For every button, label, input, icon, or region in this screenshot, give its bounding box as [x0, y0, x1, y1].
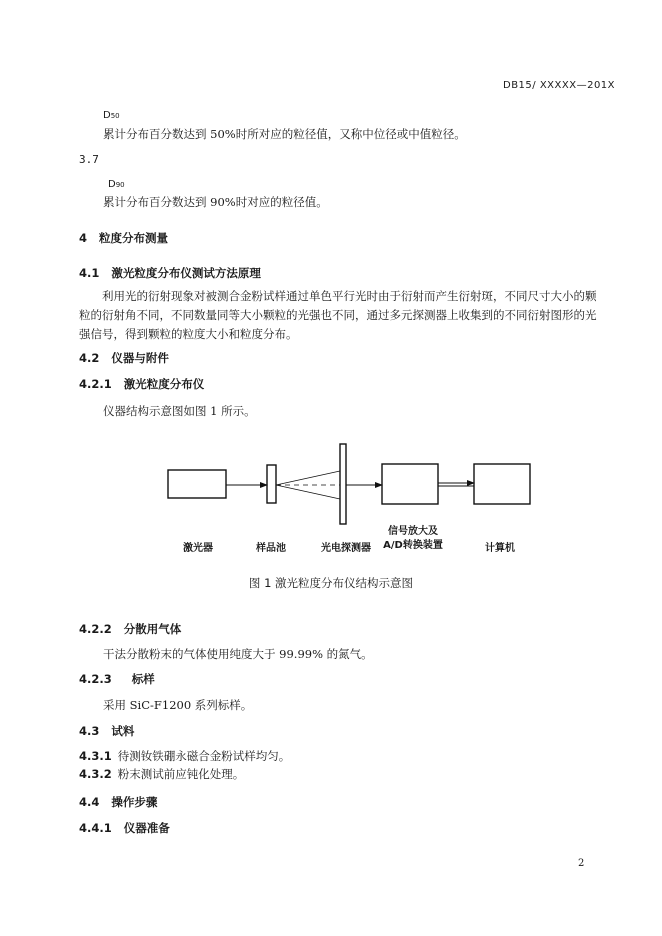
detector-plate [340, 444, 346, 524]
diffraction-ray-top [276, 471, 340, 485]
section-4-3-number: 4.3 [79, 724, 100, 738]
section-4-2-3-heading [79, 671, 155, 687]
label-detector: 光电探测器 [321, 543, 371, 554]
section-4-3-2-text: 粉末测试前应钝化处理。 [117, 767, 245, 781]
d90-symbol [108, 179, 125, 190]
label-computer: 计算机 [485, 543, 515, 554]
section-4-2-heading [79, 350, 169, 366]
section-4-1-heading [79, 265, 261, 281]
computer-box [474, 464, 530, 504]
d50-letter: D [103, 110, 111, 121]
d50-definition: 累计分布百分数达到 50%时所对应的粒径值，又称中位径或中值粒径。 [103, 127, 466, 141]
laser-box [168, 470, 226, 498]
figure-1-caption: 图 1 激光粒度分布仪结构示意图 [248, 576, 414, 590]
section-4-3-1-text: 待测钕铁硼永磁合金粉试样均匀。 [117, 749, 291, 763]
section-4-2-3-title: 标样 [131, 672, 155, 686]
section-4-2-1-heading [79, 376, 204, 392]
section-4-2-1-paragraph: 仪器结构示意图如图 1 所示。 [103, 404, 256, 418]
section-4-1-number: 4.1 [79, 266, 100, 280]
section-4-2-2-paragraph: 干法分散粉末的气体使用纯度大于 99.99% 的氮气。 [103, 647, 373, 661]
section-4-3-title: 试料 [111, 724, 135, 738]
section-4-2-2-title: 分散用气体 [123, 622, 182, 636]
section-4-2-2-heading [79, 621, 181, 637]
section-4-2-3-paragraph: 采用 SiC-F1200 系列标样。 [103, 698, 253, 712]
d50-symbol [103, 110, 120, 121]
label-laser: 激光器 [183, 543, 213, 554]
d90-subscript: 90 [115, 181, 125, 189]
diffraction-ray-bottom [276, 485, 340, 499]
section-4-4-1-title: 仪器准备 [123, 821, 170, 835]
label-sample-cell: 样品池 [256, 543, 286, 554]
section-4-4-1-number: 4.4.1 [79, 821, 112, 835]
section-4-3-1 [79, 748, 290, 764]
section-4-2-number: 4.2 [79, 351, 100, 365]
d90-definition: 累计分布百分数达到 90%时对应的粒径值。 [103, 195, 328, 209]
section-4-2-title: 仪器与附件 [111, 351, 169, 365]
section-4-heading [79, 230, 168, 246]
page-number: 2 [578, 858, 585, 869]
section-3-7-number: 3.7 [79, 153, 99, 166]
section-4-4-number: 4.4 [79, 795, 100, 809]
d90-letter: D [108, 179, 116, 190]
section-4-number: 4 [79, 231, 88, 245]
section-4-title: 粒度分布测量 [99, 231, 169, 245]
amplifier-box [382, 464, 438, 504]
section-4-1-paragraph: 利用光的衍射现象对被测合金粉试样通过单色平行光时由于衍射而产生衍射斑，不同尺寸大小的颗粒的衍射角不同，不同数量同等大小颗粒的光强也不同，通过多元探测器上收集到的不同衍射图形的光强信号，得到颗粒的粒度大小和粒度分布。 [79, 289, 597, 341]
sample-cell [267, 465, 276, 503]
section-4-3-1-number: 4.3.1 [79, 749, 112, 763]
section-4-3-2-number: 4.3.2 [79, 767, 112, 781]
section-4-1-title: 激光粒度分布仪测试方法原理 [111, 266, 261, 280]
label-amplifier-line1: 信号放大及 [388, 526, 438, 537]
label-amplifier-line2: A/D转换装置 [383, 540, 443, 551]
section-4-2-1-title: 激光粒度分布仪 [123, 377, 205, 391]
figure-1-diagram [150, 440, 550, 525]
section-4-2-2-number: 4.2.2 [79, 622, 112, 636]
section-4-2-1-number: 4.2.1 [79, 377, 112, 391]
section-4-4-heading [79, 794, 157, 810]
section-4-3-heading [79, 723, 134, 739]
section-4-3-2 [79, 766, 244, 782]
section-4-2-3-number: 4.2.3 [79, 672, 112, 686]
document-code: DB15/ XXXXX—201X [503, 80, 616, 91]
d50-subscript: 50 [110, 112, 120, 120]
section-4-4-title: 操作步骤 [111, 795, 158, 809]
section-4-4-1-heading [79, 820, 170, 836]
